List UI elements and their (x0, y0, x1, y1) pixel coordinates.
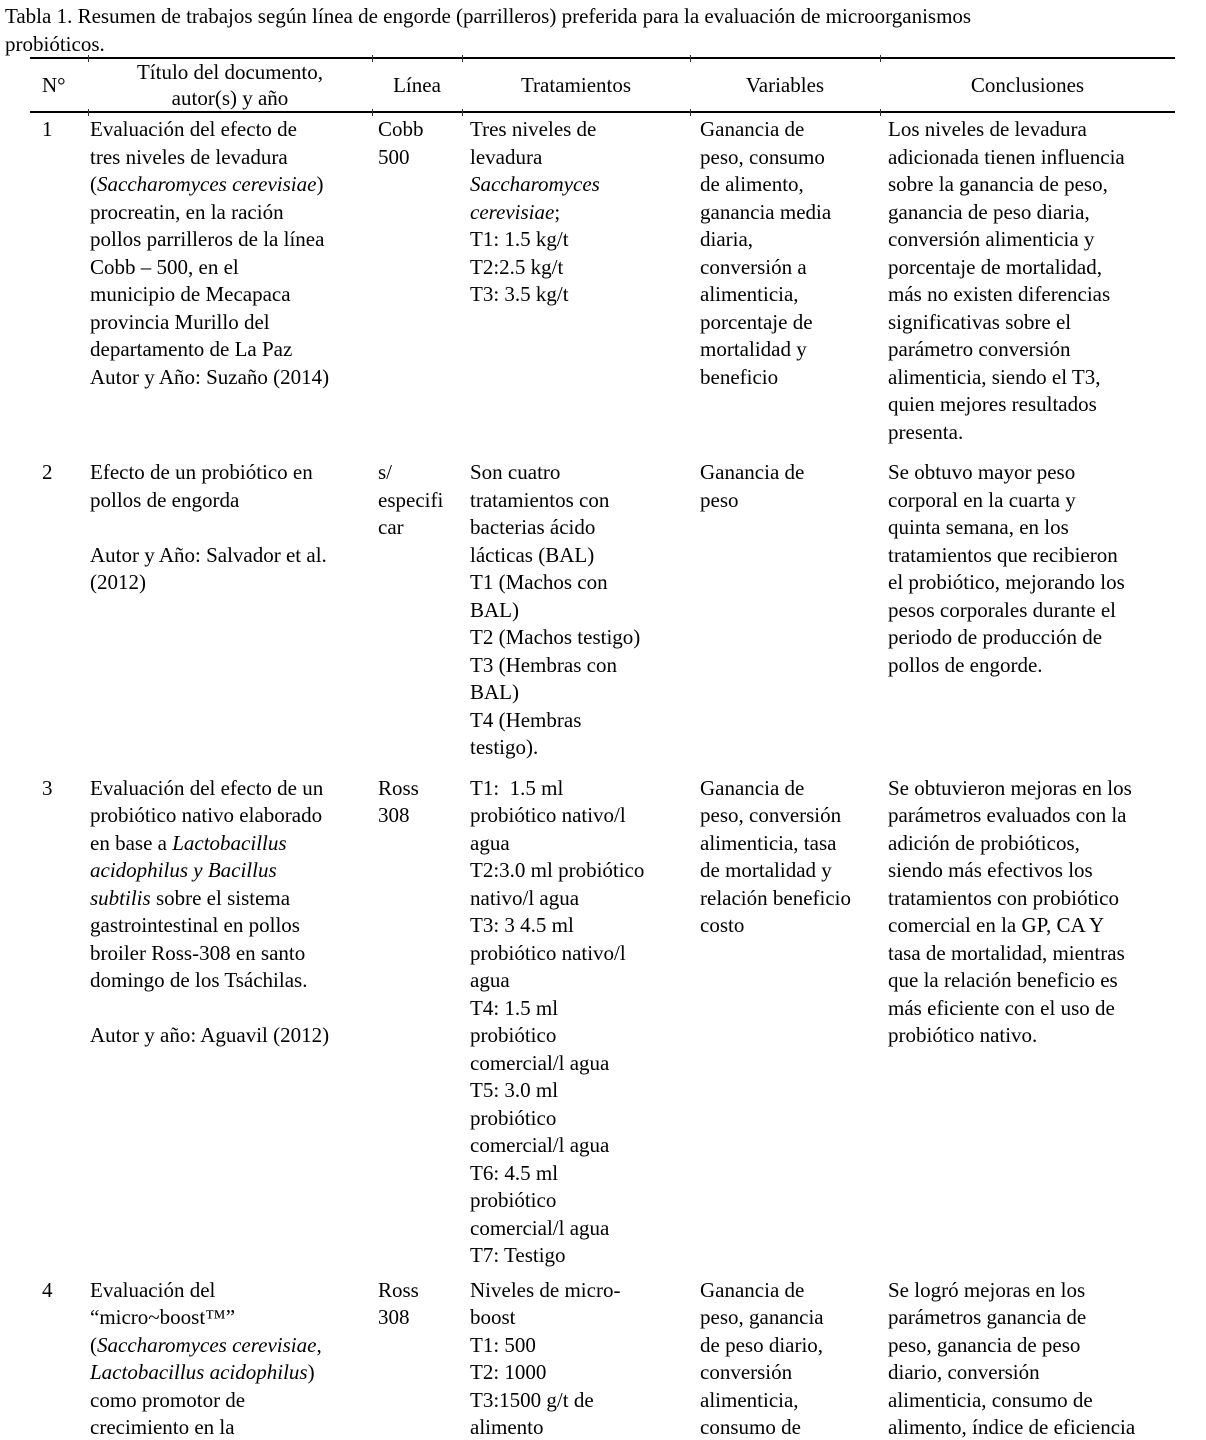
cell-conclusiones: Los niveles de levadura adicionada tienen influencia sobre la ganancia de peso, ganancia de peso diaria, conversión alimenticia y porcentaje de mortalidad, más no existen diferencias significativas sobre el parámetro conversión alimenticia, siendo el T3, quien mejores resultados presenta. (888, 117, 1125, 444)
table-row (30, 116, 1175, 446)
column-divider-tick (372, 109, 373, 116)
cell-variables: Ganancia de peso (700, 460, 805, 512)
cell-num: 3 (42, 775, 53, 800)
header-num: N° (42, 73, 66, 97)
cell-num: 1 (42, 117, 53, 141)
table-row (30, 1277, 1175, 1440)
cell-tratamientos: Tres niveles de levadura Saccharomyces cerevisiae; T1: 1.5 kg/t T2:2.5 kg/t T3: 3.5 kg/t (470, 117, 600, 306)
column-divider-tick (372, 55, 373, 62)
column-divider-tick (690, 55, 691, 62)
cell-num: 4 (42, 1277, 53, 1302)
table-row (30, 459, 1175, 762)
column-divider-tick (690, 109, 691, 116)
cell-titulo: Evaluación del efecto de tres niveles de levadura (Saccharomyces cerevisiae) procreatin, en la ración pollos parrilleros de la línea Cobb – 500, en el municipio de Mecapaca provincia Murillo del departamento de La Paz Autor y Año: Suzaño (2014) (90, 117, 330, 389)
cell-variables: Ganancia de peso, consumo de alimento, ganancia media diaria, conversión a alimenticia, porcentaje de mortalidad y beneficio (700, 117, 832, 389)
column-divider-tick (880, 55, 881, 62)
summary-table (30, 57, 1175, 1440)
column-divider-tick (880, 109, 881, 116)
column-divider-tick (462, 109, 463, 116)
header-tratamientos: Tratamientos (520, 73, 632, 97)
cell-tratamientos: T1: 1.5 ml probiótico nativo/l agua T2:3.0 ml probiótico nativo/l agua T3: 3 4.5 ml probiótico nativo/l agua T4: 1.5 ml probiótico comercial/l agua T5: 3.0 ml probiótico comercial/l agua T6: 4.5 ml probiótico comercial/l agua T7: Testigo (470, 775, 645, 1267)
column-divider-tick (462, 55, 463, 62)
cell-linea: Ross 308 (378, 775, 419, 827)
column-divider-tick (88, 55, 89, 62)
header-conclusiones: Conclusiones (970, 73, 1085, 97)
cell-conclusiones: Se obtuvo mayor peso corporal en la cuarta y quinta semana, en los tratamientos que recibieron el probiótico, mejorando los pesos corporales durante el periodo de producción de pollos de engorde. (888, 460, 1125, 677)
cell-titulo: Evaluación del efecto de un probiótico nativo elaborado en base a Lactobacillus acidophilus y Bacillus subtilis sobre el sistema gastrointestinal en pollos broiler Ross-308 en santo domingo de los Tsáchilas. Autor y año: Aguavil (2012) (90, 775, 330, 1047)
table-header-row (30, 59, 1175, 113)
cell-conclusiones: Se logró mejoras en los parámetros ganancia de peso, ganancia de peso diario, conversión alimenticia, consumo de alimento, índice de eficiencia (888, 1277, 1136, 1439)
cell-linea: s/ especifi car (378, 460, 444, 539)
table-caption: Tabla 1. Resumen de trabajos según línea de engorde (parrilleros) preferida para la evaluación de microorganismos probióticos. (5, 4, 972, 56)
table-row (30, 775, 1175, 1270)
header-titulo: Título del documento, autor(s) y año (136, 60, 324, 110)
header-variables: Variables (745, 73, 825, 97)
cell-conclusiones: Se obtuvieron mejoras en los parámetros evaluados con la adición de probióticos, siendo más efectivos los tratamientos con probiótico comercial en la GP, CA Y tasa de mortalidad, mientras que la relación beneficio es más eficiente con el uso de probiótico nativo. (888, 775, 1132, 1047)
cell-num: 2 (42, 460, 53, 484)
cell-titulo: Efecto de un probiótico en pollos de engorda Autor y Año: Salvador et al. (2012) (90, 460, 327, 594)
cell-titulo: Evaluación del “micro~boost™” (Saccharomyces cerevisiae, Lactobacillus acidophilus) como promotor de crecimiento en la (90, 1277, 322, 1439)
cell-linea: Cobb 500 (378, 117, 424, 169)
column-divider-tick (88, 109, 89, 116)
cell-variables: Ganancia de peso, conversión alimenticia, tasa de mortalidad y relación beneficio costo (700, 775, 851, 937)
cell-tratamientos: Niveles de micro- boost T1: 500 T2: 1000 T3:1500 g/t de alimento (470, 1277, 621, 1439)
cell-linea: Ross 308 (378, 1277, 419, 1329)
header-linea: Línea (393, 73, 441, 97)
cell-tratamientos: Son cuatro tratamientos con bacterias ácido lácticas (BAL) T1 (Machos con BAL) T2 (Machos testigo) T3 (Hembras con BAL) T4 (Hembras testigo). (470, 460, 641, 759)
cell-variables: Ganancia de peso, ganancia de peso diario, conversión alimenticia, consumo de (700, 1277, 824, 1439)
